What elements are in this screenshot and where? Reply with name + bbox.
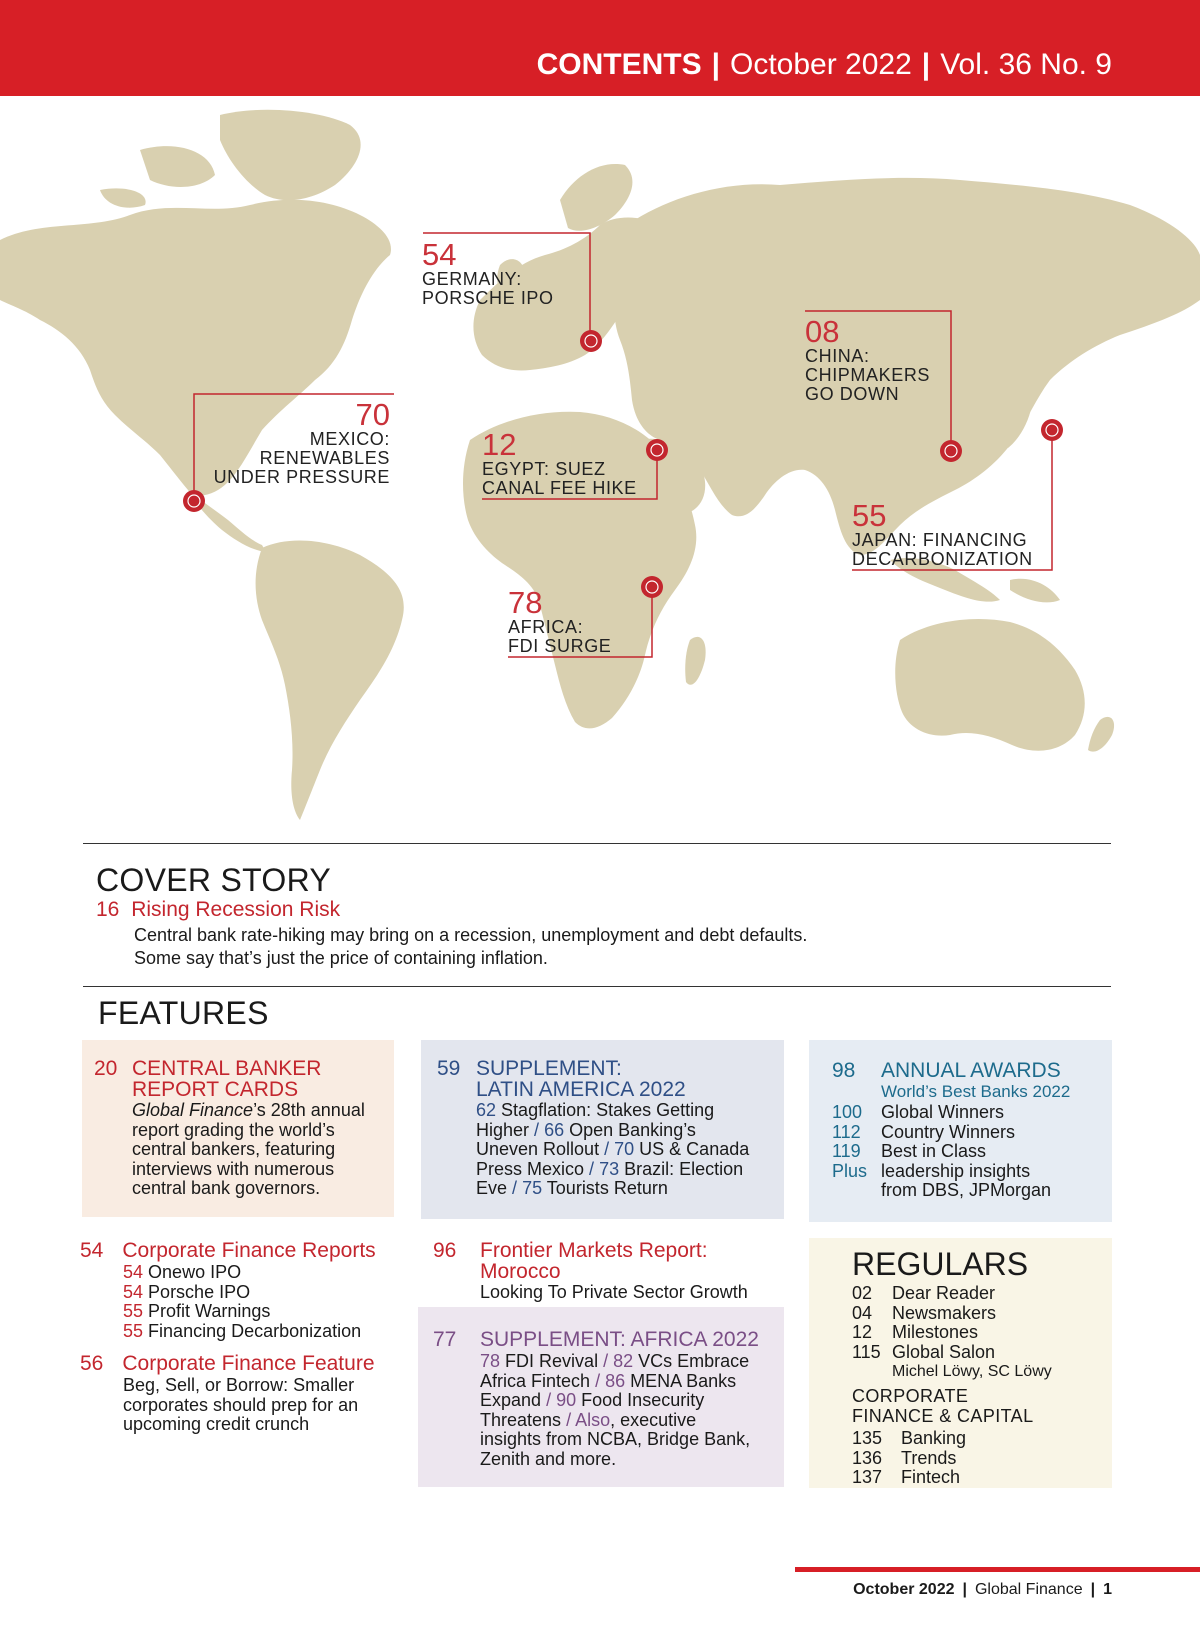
list-item[interactable]: [852, 1284, 1052, 1304]
callout-line: MEXICO:: [309, 429, 390, 449]
desc-text: Threatens: [480, 1409, 562, 1430]
regulars-box: [809, 1238, 1112, 1488]
inline-page: 70: [614, 1139, 635, 1159]
desc-text: Beg, Sell, or Borrow: Smaller: [123, 1375, 355, 1395]
feature-title-line: REPORT CARDS: [132, 1078, 299, 1101]
callout-line: FDI SURGE: [508, 636, 612, 656]
footer-month: October 2022: [853, 1581, 955, 1598]
callout-line: PORSCHE IPO: [422, 288, 554, 308]
item-page: 119: [832, 1141, 861, 1161]
item-label: leadership insights: [881, 1160, 1031, 1181]
list-item[interactable]: [852, 1429, 966, 1449]
feature-desc: [480, 1352, 780, 1469]
item-label: Profit Warnings: [148, 1301, 271, 1321]
cover-story-page: 16: [96, 898, 120, 921]
item-page: 135: [852, 1428, 883, 1448]
callout-page: 08: [805, 314, 840, 349]
item-label: Banking: [901, 1428, 967, 1448]
separator: /: [512, 1178, 518, 1198]
list-item[interactable]: [852, 1304, 1052, 1324]
callout-line: GO DOWN: [805, 384, 900, 404]
feature-title: [132, 1058, 321, 1100]
callout-china[interactable]: [805, 314, 931, 404]
item-label: Fintech: [901, 1467, 961, 1487]
callout-mexico[interactable]: [194, 397, 390, 487]
item-page: 54: [123, 1262, 144, 1282]
callout-page: 12: [482, 427, 517, 462]
separator: /: [589, 1158, 595, 1179]
feature-desc: Looking To Private Sector Growth: [480, 1282, 748, 1302]
footer-publication: Global Finance: [974, 1581, 1083, 1598]
item-page: 55: [123, 1320, 144, 1341]
item-page: 12: [852, 1322, 873, 1342]
cf-capital-heading: [852, 1387, 1034, 1426]
item-page: 100: [832, 1102, 863, 1122]
list-item[interactable]: [123, 1283, 376, 1303]
cover-story-desc-line: Central bank rate-hiking may bring on a recession, unemployment and debt defaults.: [134, 925, 808, 945]
item-label: Milestones: [892, 1322, 979, 1342]
inline-page: 75: [522, 1178, 543, 1198]
desc-text: MENA Banks: [630, 1370, 737, 1391]
publication-name: Global Finance: [132, 1100, 254, 1120]
item-page: 115: [852, 1341, 881, 1362]
feature-page: 54: [80, 1239, 104, 1262]
desc-text: Expand: [480, 1390, 542, 1410]
inline-page: 90: [556, 1390, 577, 1410]
list-item[interactable]: [852, 1449, 966, 1469]
separator: /: [595, 1370, 601, 1391]
china-marker: [940, 440, 962, 462]
separator: /: [546, 1390, 552, 1410]
regulars-heading: REGULARS: [852, 1246, 1029, 1282]
cover-story-desc: [134, 924, 807, 970]
desc-text: Press Mexico: [476, 1158, 585, 1179]
desc-text: Higher: [476, 1119, 530, 1140]
item-page: 136: [852, 1447, 883, 1468]
desc-text: Uneven Rollout: [476, 1139, 600, 1159]
callout-page: 55: [852, 498, 887, 533]
egypt-marker: [646, 439, 668, 461]
item-label: Newsmakers: [892, 1302, 997, 1323]
feature-desc: [476, 1101, 776, 1199]
desc-text: corporates should prep for an: [123, 1394, 359, 1415]
feature-title-line: Morocco: [480, 1260, 561, 1283]
inline-also: Also: [575, 1409, 611, 1430]
feature-page: 59: [437, 1057, 461, 1080]
awards-list: [832, 1103, 1051, 1201]
feature-page: 98: [832, 1059, 856, 1082]
desc-text: upcoming credit crunch: [123, 1414, 310, 1434]
desc-text: US & Canada: [639, 1139, 750, 1159]
desc-text: Eve: [476, 1178, 508, 1198]
footer-text: October 2022 | Global Finance | 1: [853, 1581, 1112, 1598]
issue-volume: Vol. 36 No. 9: [940, 48, 1112, 81]
feature-desc: [132, 1101, 365, 1199]
item-page: 112: [832, 1121, 861, 1142]
inline-page: 66: [544, 1119, 565, 1140]
feature-latam-supplement[interactable]: [421, 1040, 784, 1219]
item-label: Country Winners: [881, 1121, 1016, 1142]
item-page: 137: [852, 1467, 883, 1487]
callout-line: JAPAN: FINANCING: [852, 530, 1028, 550]
desc-text: Africa Fintech: [480, 1370, 591, 1391]
item-label: from DBS, JPMorgan: [881, 1180, 1052, 1200]
callout-germany[interactable]: [422, 237, 554, 308]
features-heading: FEATURES: [98, 995, 269, 1031]
africa-marker: [641, 576, 663, 598]
callout-line: CHIPMAKERS: [805, 365, 931, 385]
item-label: Dear Reader: [892, 1283, 996, 1303]
corp-finance-feature[interactable]: [80, 1353, 375, 1435]
item-page: 02: [852, 1283, 873, 1303]
inline-page: 78: [480, 1351, 501, 1371]
header-text: CONTENTS | October 2022 | Vol. 36 No. 9: [536, 48, 1112, 81]
feature-page: 20: [94, 1057, 118, 1080]
footer-page-number: 1: [1103, 1581, 1112, 1598]
feature-title: Corporate Finance Reports: [122, 1239, 376, 1262]
feature-title: [480, 1240, 708, 1282]
callout-egypt[interactable]: [482, 427, 637, 498]
desc-text: central bankers, featuring: [132, 1139, 336, 1159]
list-item[interactable]: [123, 1263, 376, 1283]
heading-line: FINANCE & CAPITAL: [852, 1405, 1034, 1426]
heading-line: CORPORATE: [852, 1386, 969, 1406]
callout-line: GERMANY:: [422, 269, 522, 289]
desc-text: , executive: [610, 1409, 697, 1430]
callout-africa[interactable]: [508, 585, 612, 656]
list-item: [832, 1181, 1051, 1201]
issue-month: October 2022: [730, 48, 912, 81]
callout-line: DECARBONIZATION: [852, 549, 1033, 569]
item-page: 04: [852, 1302, 873, 1323]
desc-text: Tourists Return: [546, 1178, 668, 1198]
callout-line: CANAL FEE HIKE: [482, 478, 637, 498]
callout-page: 78: [508, 585, 543, 620]
feature-title: ANNUAL AWARDS: [881, 1059, 1061, 1082]
feature-title-line: LATIN AMERICA 2022: [476, 1078, 686, 1101]
item-label: Financing Decarbonization: [148, 1320, 362, 1341]
feature-central-banker[interactable]: [82, 1040, 394, 1217]
desc-text: central bank governors.: [132, 1178, 321, 1198]
corp-finance-reports[interactable]: [80, 1240, 376, 1341]
desc-text: Brazil: Election: [624, 1158, 744, 1179]
cover-story-title: Rising Recession Risk: [131, 898, 341, 921]
list-item[interactable]: [852, 1323, 1052, 1343]
feature-annual-awards[interactable]: [809, 1040, 1112, 1222]
germany-marker: [580, 330, 602, 352]
japan-marker: [1041, 419, 1063, 441]
callout-line: AFRICA:: [508, 617, 584, 637]
desc-text: ’s 28th annual: [253, 1100, 365, 1120]
desc-text: Food Insecurity: [581, 1390, 705, 1410]
cover-story-desc-line: Some say that’s just the price of containing inflation.: [134, 948, 548, 968]
feature-title: Corporate Finance Feature: [122, 1352, 375, 1375]
item-page: 54: [123, 1281, 144, 1302]
inline-page: 82: [613, 1351, 634, 1371]
separator: /: [603, 1351, 609, 1371]
callout-line: EGYPT: SUEZ: [482, 459, 606, 479]
desc-text: insights from NCBA, Bridge Bank,: [480, 1429, 751, 1449]
cf-capital-list: [852, 1429, 966, 1488]
callout-line: UNDER PRESSURE: [213, 467, 390, 487]
inline-page: 73: [599, 1158, 620, 1179]
cover-story-heading: COVER STORY: [96, 862, 332, 898]
desc-text: Zenith and more.: [480, 1448, 617, 1469]
list-item[interactable]: [123, 1302, 376, 1322]
feature-title: [476, 1058, 686, 1100]
feature-title: SUPPLEMENT: AFRICA 2022: [480, 1328, 759, 1351]
item-label: Trends: [901, 1447, 957, 1468]
feature-subtitle: World’s Best Banks 2022: [881, 1082, 1071, 1101]
feature-africa-supplement[interactable]: [418, 1307, 784, 1487]
feature-title-line: Frontier Markets Report:: [480, 1239, 708, 1262]
list-item[interactable]: [852, 1343, 1052, 1363]
footer-rule: [795, 1567, 1200, 1572]
section-divider: [83, 986, 1111, 987]
list-item[interactable]: [832, 1103, 1051, 1123]
item-sublabel: Michel Löwy, SC Löwy: [892, 1363, 1052, 1380]
item-page: Plus: [832, 1160, 868, 1181]
reports-list: [123, 1263, 376, 1341]
mexico-marker: [183, 490, 205, 512]
inline-page: 62: [476, 1100, 497, 1120]
cover-story-entry[interactable]: [96, 898, 340, 922]
list-item[interactable]: [832, 1142, 1051, 1162]
desc-text: report grading the world’s: [132, 1119, 335, 1140]
callout-line: CHINA:: [805, 346, 870, 366]
list-item[interactable]: [123, 1322, 376, 1342]
section-divider: [83, 843, 1111, 844]
list-item[interactable]: [832, 1162, 1051, 1182]
item-page: 55: [123, 1301, 144, 1321]
feature-page: 56: [80, 1352, 104, 1375]
callout-japan[interactable]: [852, 498, 1033, 569]
feature-title-line: CENTRAL BANKER: [132, 1057, 322, 1080]
item-label: Best in Class: [881, 1141, 987, 1161]
separator: /: [604, 1139, 610, 1159]
callout-page: 54: [422, 237, 457, 272]
item-label: Global Winners: [881, 1102, 1005, 1122]
list-item[interactable]: [832, 1123, 1051, 1143]
inline-page: 86: [605, 1370, 626, 1391]
feature-desc: [123, 1376, 375, 1435]
feature-page: 96: [433, 1239, 457, 1262]
feature-page: 77: [433, 1328, 457, 1351]
desc-text: Open Banking’s: [569, 1119, 696, 1140]
regulars-list: [852, 1284, 1052, 1382]
desc-text: VCs Embrace: [638, 1351, 750, 1371]
feature-title-line: SUPPLEMENT:: [476, 1057, 622, 1080]
list-item[interactable]: [852, 1468, 966, 1488]
desc-text: FDI Revival: [505, 1351, 599, 1371]
separator: /: [534, 1119, 540, 1140]
desc-text: interviews with numerous: [132, 1158, 335, 1179]
contents-label: CONTENTS: [536, 48, 702, 81]
item-label: Porsche IPO: [148, 1281, 251, 1302]
callout-line: RENEWABLES: [259, 448, 390, 468]
item-label: Onewo IPO: [148, 1262, 242, 1282]
desc-text: Stagflation: Stakes Getting: [501, 1100, 715, 1120]
separator: /: [566, 1409, 572, 1430]
item-label: Global Salon: [892, 1341, 996, 1362]
callout-page: 70: [355, 397, 390, 432]
